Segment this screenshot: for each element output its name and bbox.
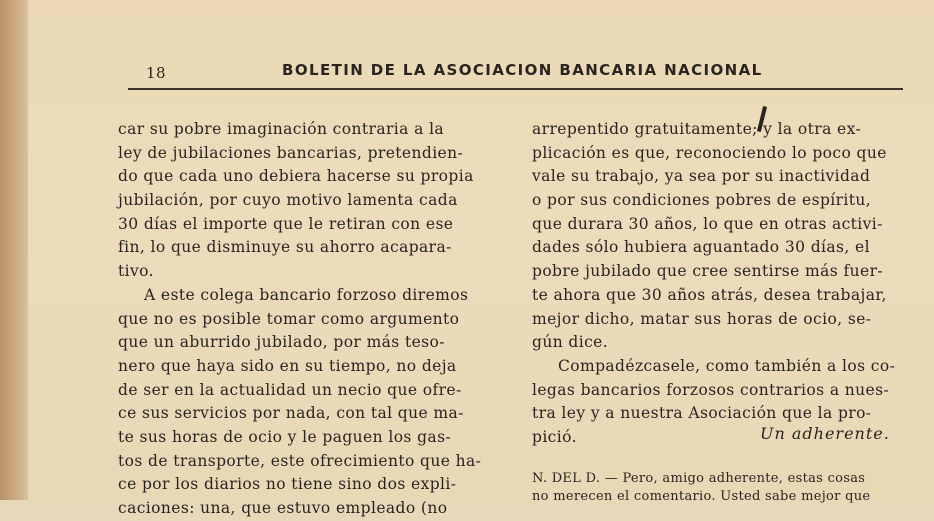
text-line: que un aburrido jubilado, por más teso- bbox=[118, 333, 445, 352]
text-line: nero que haya sido en su tiempo, no deja bbox=[118, 356, 457, 375]
text-line: caciones: una, que estuvo empleado (no bbox=[118, 499, 448, 517]
right-column bbox=[532, 118, 895, 450]
text-line: te sus horas de ocio y le paguen los gas- bbox=[118, 427, 452, 446]
text-line: fin, lo que disminuye su ahorro acapara- bbox=[118, 238, 452, 257]
text-line: o por sus condiciones pobres de espíritu, bbox=[532, 191, 872, 210]
text-line: Compadézcasele, como también a los co- bbox=[558, 356, 896, 375]
text-line: A este colega bancario forzoso diremos bbox=[144, 285, 469, 304]
text-line: pobre jubilado que cree sentirse más fuer- bbox=[532, 262, 884, 281]
note-line: N. DEL D. — Pero, amigo adherente, estas cosas bbox=[532, 471, 866, 486]
signature: Un adherente. bbox=[760, 424, 890, 443]
text-line: pició. bbox=[532, 427, 577, 446]
text-line: arrepentido gratuitamente; y la otra ex- bbox=[532, 120, 862, 138]
text-line: tos de transporte, este ofrecimiento que ha- bbox=[118, 451, 482, 470]
text-line: vale su trabajo, ya sea por su inactividad bbox=[532, 167, 871, 186]
text-line: mejor dicho, matar sus horas de ocio, se- bbox=[532, 309, 872, 328]
text-line: plicación es que, reconociendo lo poco que bbox=[532, 143, 887, 162]
text-line: tivo. bbox=[118, 262, 154, 281]
text-line: car su pobre imaginación contraria a la bbox=[118, 120, 445, 138]
text-line: 30 días el importe que le retiran con ese bbox=[118, 214, 454, 233]
left-column bbox=[118, 118, 481, 521]
text-line: jubilación, por cuyo motivo lamenta cada bbox=[118, 191, 458, 210]
text-line: ce sus servicios por nada, con tal que ma- bbox=[118, 404, 464, 423]
note-line: no merecen el comentario. Usted sabe mejor que bbox=[532, 489, 871, 504]
text-line: do que cada uno debiera hacerse su propia bbox=[118, 167, 474, 186]
page-number: 18 bbox=[146, 64, 167, 82]
text-line: que durara 30 años, lo que en otras activi- bbox=[532, 214, 883, 233]
running-header-title: BOLETIN DE LA ASOCIACION BANCARIA NACIONAL bbox=[282, 61, 763, 79]
text-line: de ser en la actualidad un necio que ofre- bbox=[118, 380, 462, 399]
text-line: gún dice. bbox=[532, 333, 609, 352]
text-line: ley de jubilaciones bancarias, pretendien- bbox=[118, 143, 464, 162]
text-line: dades sólo hubiera aguantado 30 días, el bbox=[532, 238, 870, 257]
book-binding-edge bbox=[0, 0, 28, 500]
text-line: tra ley y a nuestra Asociación que la pro- bbox=[532, 404, 872, 423]
text-line: legas bancarios forzosos contrarios a nues- bbox=[532, 380, 890, 399]
editor-note bbox=[532, 470, 870, 506]
header-rule bbox=[128, 88, 903, 90]
text-line: te ahora que 30 años atrás, desea trabajar, bbox=[532, 285, 887, 304]
text-line: que no es posible tomar como argumento bbox=[118, 309, 460, 328]
text-line: ce por los diarios no tiene sino dos expli- bbox=[118, 475, 457, 494]
